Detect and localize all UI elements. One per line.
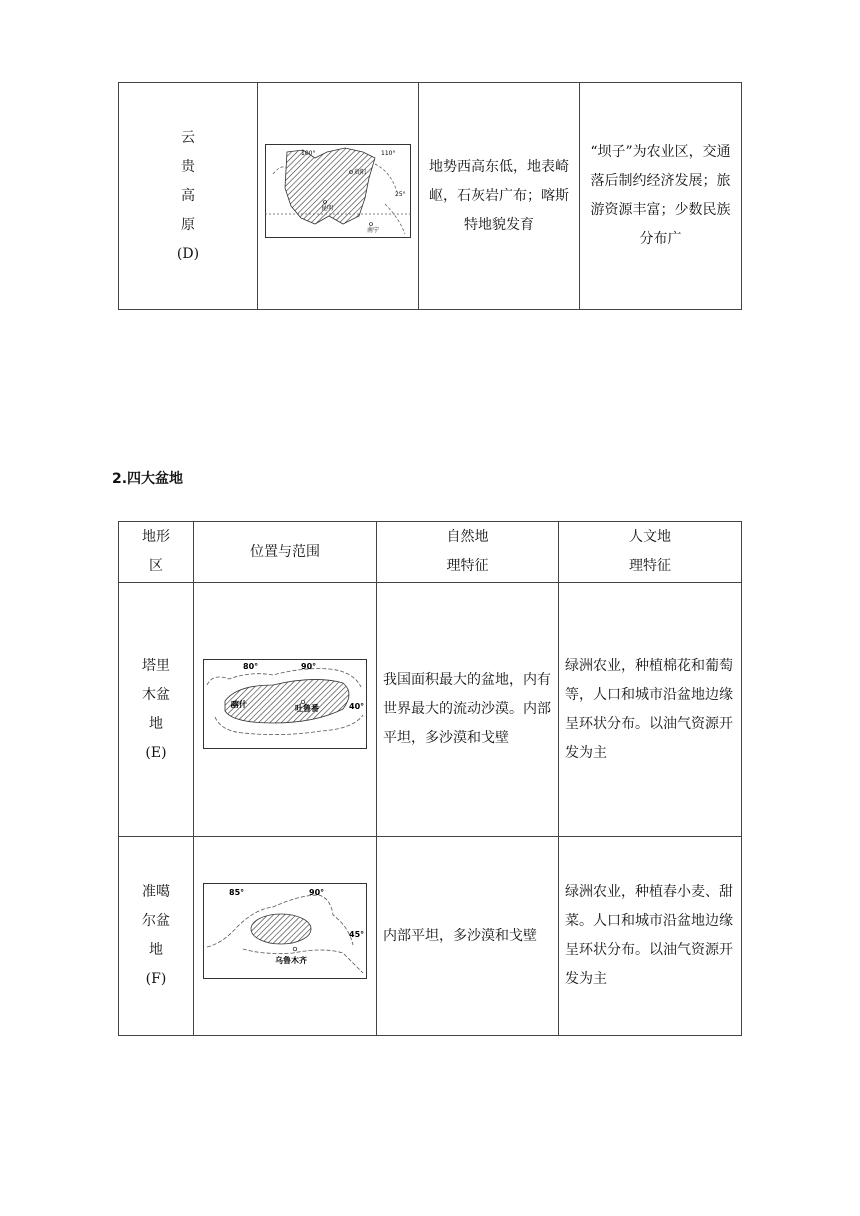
region-name-cell (119, 83, 258, 310)
table-row (119, 583, 742, 837)
region-name-line: (F) (145, 971, 167, 987)
city-label: 喀什 (231, 700, 247, 709)
city-label: 昆明 (321, 204, 334, 212)
basin-table (118, 521, 742, 1036)
region-name-line: 木盆 (142, 686, 170, 703)
yungui-map (265, 144, 411, 238)
section-title: 2.四大盆地 (112, 471, 184, 487)
header-line: 地形 (142, 529, 170, 545)
region-name-line: 地 (149, 715, 163, 732)
city-label: 贵阳 (354, 168, 367, 176)
longitude-label: 90° (309, 887, 325, 897)
table-row (119, 83, 742, 310)
header-line: 自然地 (446, 529, 489, 545)
city-label: 南宁 (367, 226, 380, 234)
tarim-map (203, 659, 367, 749)
longitude-label: 110° (381, 149, 396, 157)
region-name-line: 云 (181, 129, 195, 146)
city-label: 乌鲁木齐 (275, 955, 307, 965)
plateau-table (118, 82, 742, 310)
region-name-line: 地 (149, 942, 163, 958)
header-location: 位置与范围 (194, 522, 377, 583)
region-name-line: 贵 (181, 158, 195, 175)
header-line: 区 (149, 558, 163, 574)
region-name-line: 高 (181, 187, 195, 204)
region-name-line: 尔盆 (142, 913, 170, 929)
natural-features-cell: 地势西高东低，地表崎岖，石灰岩广布；喀斯特地貌发育 (419, 83, 580, 310)
human-features-cell: 绿洲农业，种植棉花和葡萄等，人口和城市沿盆地边缘呈环状分布。以油气资源开发为主 (559, 583, 742, 837)
longitude-label: 90° (301, 662, 317, 671)
latitude-label: 40° (349, 702, 365, 711)
header-natural (377, 522, 559, 583)
region-name-line: (D) (176, 245, 200, 262)
region-name-cell (119, 837, 194, 1036)
region-name-line: 塔里 (142, 657, 170, 674)
junggar-map (203, 883, 367, 979)
natural-features-cell: 我国面积最大的盆地，内有世界最大的流动沙漠。内部平坦，多沙漠和戈壁 (377, 583, 559, 837)
header-line: 理特征 (446, 558, 489, 574)
natural-features-cell: 内部平坦，多沙漠和戈壁 (377, 837, 559, 1036)
region-name-cell (119, 583, 194, 837)
header-human (559, 522, 742, 583)
latitude-label: 25° (395, 190, 406, 198)
table-header-row (119, 522, 742, 583)
longitude-label: 85° (229, 887, 245, 897)
header-line: 人文地 (629, 529, 671, 545)
human-features-cell: “坝子”为农业区，交通落后制约经济发展；旅游资源丰富；少数民族分布广 (580, 83, 742, 310)
human-features-cell: 绿洲农业，种植春小麦、甜菜。人口和城市沿盆地边缘呈环状分布。以油气资源开发为主 (559, 837, 742, 1036)
map-cell (194, 583, 377, 837)
map-cell (258, 83, 419, 310)
longitude-label: 80° (243, 662, 259, 671)
latitude-label: 45° (349, 929, 365, 939)
city-label: 吐鲁番 (295, 704, 319, 713)
header-region (119, 522, 194, 583)
map-cell (194, 837, 377, 1036)
region-name-line: (E) (145, 744, 167, 761)
header-line: 理特征 (629, 558, 671, 574)
region-name-line: 原 (181, 216, 195, 233)
table-row (119, 837, 742, 1036)
longitude-label: 100° (301, 149, 316, 157)
region-name-line: 准噶 (142, 884, 170, 900)
